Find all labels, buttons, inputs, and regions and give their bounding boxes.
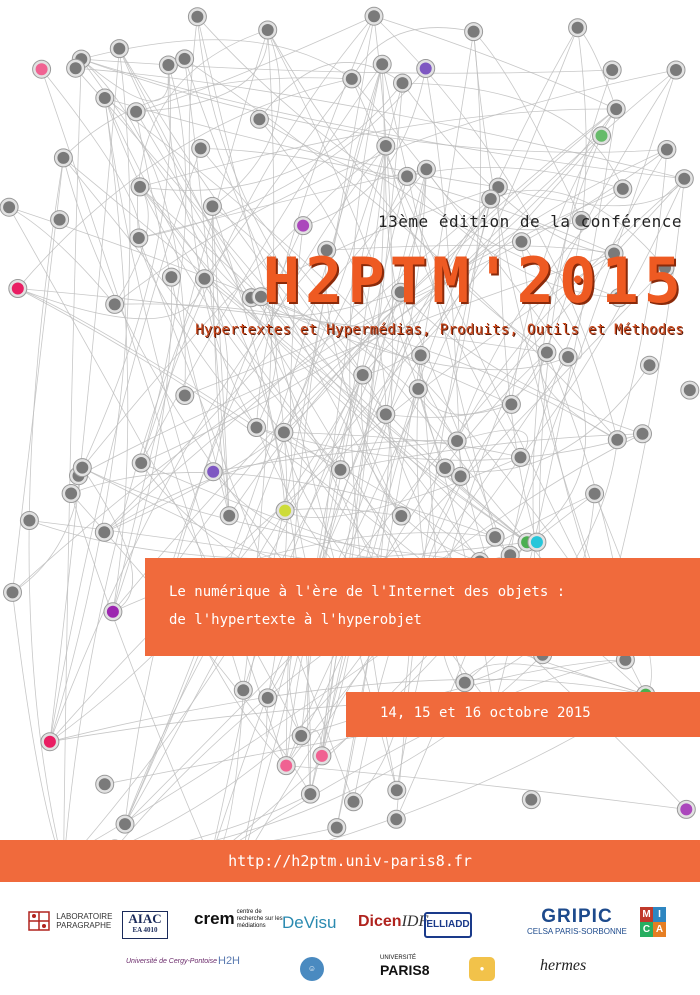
network-node xyxy=(70,62,82,74)
network-node xyxy=(23,515,35,527)
network-node xyxy=(206,200,218,212)
network-node xyxy=(678,173,690,185)
network-edges xyxy=(9,16,686,868)
network-node xyxy=(368,10,380,22)
dicen-logo xyxy=(358,913,428,931)
yellow-logo: ● xyxy=(469,957,495,981)
network-edge xyxy=(445,365,649,471)
network-node xyxy=(262,692,274,704)
network-edge xyxy=(352,28,474,79)
network-node xyxy=(135,457,147,469)
paris8-logo xyxy=(380,955,430,978)
dates-band xyxy=(346,692,700,737)
network-edge xyxy=(81,59,169,101)
network-node xyxy=(7,586,19,598)
network-node xyxy=(531,536,543,548)
mica-letter-c: C xyxy=(640,922,653,937)
network-node xyxy=(237,684,249,696)
network-node xyxy=(130,106,142,118)
network-node xyxy=(262,24,274,36)
network-node xyxy=(99,92,111,104)
network-node xyxy=(562,351,574,363)
network-node xyxy=(684,384,696,396)
network-node xyxy=(278,426,290,438)
round-blue-logo: ☺ xyxy=(300,957,324,981)
conference-url[interactable]: http://h2ptm.univ-paris8.fr xyxy=(228,852,472,870)
crem-name: crem xyxy=(194,909,235,928)
network-node xyxy=(113,43,125,55)
aiac-name: AIAC xyxy=(128,911,162,926)
network-node xyxy=(617,183,629,195)
network-edge xyxy=(79,65,171,476)
network-node xyxy=(295,730,307,742)
network-node xyxy=(107,606,119,618)
network-node xyxy=(346,73,358,85)
network-node xyxy=(119,818,131,830)
network-node xyxy=(44,736,56,748)
mica-logo xyxy=(640,907,666,937)
crem-sub: centre de recherche sur les médiations xyxy=(236,909,283,929)
paragraphe-top: LABORATOIRE xyxy=(56,912,113,921)
network-node xyxy=(376,58,388,70)
edition-label: 13ème édition de la conférence xyxy=(378,212,682,231)
network-node xyxy=(251,422,263,434)
network-node xyxy=(191,11,203,23)
network-node xyxy=(134,181,146,193)
network-node xyxy=(76,462,88,474)
mica-letter-a: A xyxy=(653,922,666,937)
theme-line-1: Le numérique à l'ère de l'Internet des objets : xyxy=(169,584,566,600)
network-node xyxy=(65,488,77,500)
devisu-logo: DeVisu xyxy=(282,913,337,932)
network-node xyxy=(451,435,463,447)
mica-letter-m: M xyxy=(640,907,653,922)
network-edge xyxy=(125,268,665,824)
theme-line-2: de l'hypertexte à l'hyperobjet xyxy=(169,612,422,628)
network-edge xyxy=(403,83,623,189)
mica-letter-i: I xyxy=(653,907,666,922)
elliadd-logo: ELLIADD xyxy=(424,912,472,938)
network-node xyxy=(397,77,409,89)
network-node xyxy=(357,369,369,381)
network-node xyxy=(572,22,584,34)
network-node xyxy=(391,784,403,796)
network-node xyxy=(485,193,497,205)
network-node xyxy=(380,140,392,152)
network-node xyxy=(12,283,24,295)
network-node xyxy=(223,510,235,522)
paragraphe-name: PARAGRAPHE xyxy=(56,921,112,930)
theme-band xyxy=(145,558,700,656)
network-node xyxy=(439,462,451,474)
network-node xyxy=(589,488,601,500)
conference-title: H2PTM'2015 xyxy=(262,244,686,317)
url-band xyxy=(0,840,700,882)
dicen-name: Dicen xyxy=(358,913,402,930)
aiac-sub: EA 4010 xyxy=(132,926,158,934)
paragraphe-icon xyxy=(28,911,50,931)
network-node xyxy=(468,26,480,38)
network-node xyxy=(179,390,191,402)
network-node xyxy=(3,201,15,213)
network-node xyxy=(280,760,292,772)
network-edge xyxy=(13,592,64,867)
network-node xyxy=(348,796,360,808)
network-node xyxy=(57,152,69,164)
network-node xyxy=(335,464,347,476)
paris8-univ: UNIVERSITÉ xyxy=(380,955,417,961)
network-node xyxy=(541,347,553,359)
network-node xyxy=(420,163,432,175)
network-nodes xyxy=(0,7,699,877)
gripic-sub: CELSA PARIS-SORBONNE xyxy=(527,927,627,936)
network-node xyxy=(162,59,174,71)
partner-logos xyxy=(0,885,700,995)
network-node xyxy=(401,170,413,182)
network-node xyxy=(412,383,424,395)
network-edge xyxy=(341,434,643,470)
network-edge xyxy=(137,30,267,238)
network-node xyxy=(459,677,471,689)
conference-dates: 14, 15 et 16 octobre 2015 xyxy=(380,705,591,721)
network-node xyxy=(331,822,343,834)
network-node xyxy=(611,434,623,446)
network-node xyxy=(505,398,517,410)
network-node xyxy=(515,451,527,463)
network-node xyxy=(316,750,328,762)
network-node xyxy=(420,63,432,75)
network-node xyxy=(99,778,111,790)
network-edge xyxy=(350,64,397,790)
h2h-logo: H2H xyxy=(218,955,241,967)
network-node xyxy=(395,510,407,522)
aiac-logo xyxy=(122,911,168,939)
network-node xyxy=(644,359,656,371)
network-node xyxy=(304,788,316,800)
network-node xyxy=(455,470,467,482)
network-node xyxy=(670,64,682,76)
network-node xyxy=(596,130,608,142)
hermes-logo: hermes xyxy=(540,957,587,974)
paragraphe-logo xyxy=(28,911,112,931)
network-node xyxy=(54,214,66,226)
conference-subtitle: Hypertextes et Hypermédias, Produits, Outils et Méthodes xyxy=(195,322,684,338)
network-node xyxy=(133,232,145,244)
network-node xyxy=(207,466,219,478)
network-node xyxy=(279,505,291,517)
dicen-idf: IDF xyxy=(401,913,429,930)
network-node xyxy=(179,53,191,65)
network-node xyxy=(199,273,211,285)
network-node xyxy=(297,220,309,232)
crem-logo xyxy=(194,909,285,930)
network-node xyxy=(165,271,177,283)
gripic-logo xyxy=(527,907,627,936)
network-node xyxy=(390,813,402,825)
gripic-name: GRIPIC xyxy=(541,906,613,927)
network-node xyxy=(415,349,427,361)
network-node xyxy=(253,113,265,125)
network-node xyxy=(525,794,537,806)
network-edge xyxy=(407,167,623,188)
paris8-name: PARIS8 xyxy=(380,962,430,978)
network-node xyxy=(98,526,110,538)
network-node xyxy=(195,142,207,154)
network-node xyxy=(380,408,392,420)
network-node xyxy=(606,64,618,76)
network-node xyxy=(661,144,673,156)
network-node xyxy=(489,531,501,543)
cergy-logo: Université de Cergy-Pontoise xyxy=(126,958,218,965)
network-node xyxy=(610,103,622,115)
network-node xyxy=(36,63,48,75)
network-node xyxy=(680,803,692,815)
network-node xyxy=(637,428,649,440)
network-node xyxy=(109,298,121,310)
